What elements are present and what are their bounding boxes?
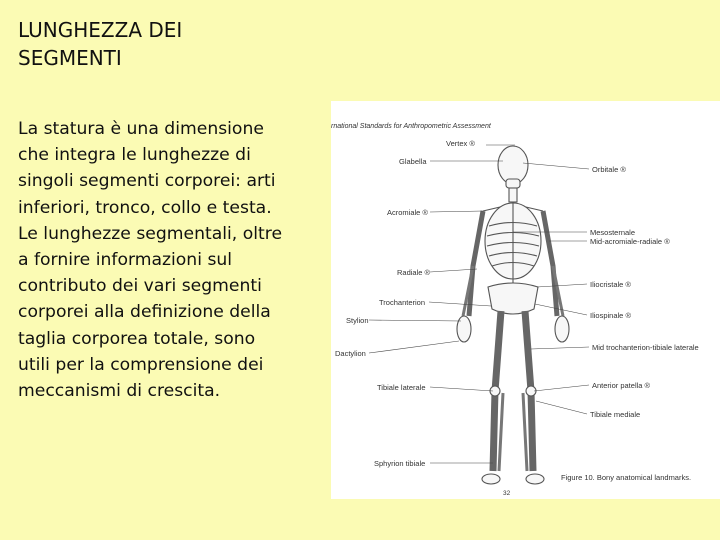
- figure-page-number: 32: [503, 490, 511, 497]
- body-line: corporei alla definizione della: [18, 302, 271, 323]
- landmark-label-stylion: Stylion: [346, 316, 369, 325]
- body-line: che integra le lunghezze di: [18, 145, 251, 166]
- title-line: SEGMENTI: [18, 46, 122, 70]
- landmark-label-orbitale: Orbitale ®: [592, 165, 626, 174]
- title-line: LUNGHEZZA DEI: [18, 18, 183, 42]
- landmark-label-radiale: Radiale ®: [397, 268, 431, 277]
- figure-caption: Figure 10. Bony anatomical landmarks.: [561, 473, 692, 482]
- body-line: taglia corporea totale, sono: [18, 328, 256, 349]
- body-line: contributo dei vari segmenti: [18, 276, 262, 297]
- body-line: Le lunghezze segmentali, oltre: [18, 223, 283, 244]
- body-line: utili per la comprensione dei: [18, 354, 264, 375]
- landmark-label-vertex: Vertex ®: [446, 139, 475, 148]
- landmark-label-dactylion: Dactylion: [335, 349, 366, 358]
- body-line: inferiori, tronco, collo e testa.: [18, 197, 272, 218]
- slide-title: [18, 16, 318, 72]
- body-line: singoli segmenti corporei: arti: [18, 171, 276, 192]
- landmark-label-sphyrion-tibiale: Sphyrion tibiale: [374, 459, 426, 468]
- body-line: La statura è una dimensione: [18, 119, 264, 139]
- skeleton-figure: [331, 101, 720, 499]
- figure-header: rnational Standards for Anthropometric Assessment: [331, 123, 491, 130]
- body-line: meccanismi di crescita.: [18, 381, 221, 402]
- landmark-label-iliocristale: Iliocristale ®: [590, 280, 631, 289]
- landmark-label-trochanterion: Trochanterion: [379, 298, 425, 307]
- landmark-label-iliospinale: Iliospinale ®: [590, 311, 631, 320]
- body-paragraph: [18, 116, 320, 404]
- landmark-label-anterior-patella: Anterior patella ®: [592, 381, 651, 390]
- landmark-label-tibiale-mediale: Tibiale mediale: [590, 410, 641, 419]
- landmark-label-glabella: Glabella: [399, 157, 427, 166]
- landmark-label-mesosternale: Mesosternale: [590, 228, 636, 237]
- landmark-label-mid-acromiale-radiale: Mid-acromiale-radiale ®: [590, 237, 670, 246]
- landmark-label-tibiale-laterale: Tibiale laterale: [377, 383, 426, 392]
- body-line: a fornire informazioni sul: [18, 250, 233, 271]
- landmark-label-mid-trochanterion-tibiale-laterale: Mid trochanterion-tibiale laterale: [592, 343, 699, 352]
- landmark-label-acromiale: Acromiale ®: [387, 208, 428, 217]
